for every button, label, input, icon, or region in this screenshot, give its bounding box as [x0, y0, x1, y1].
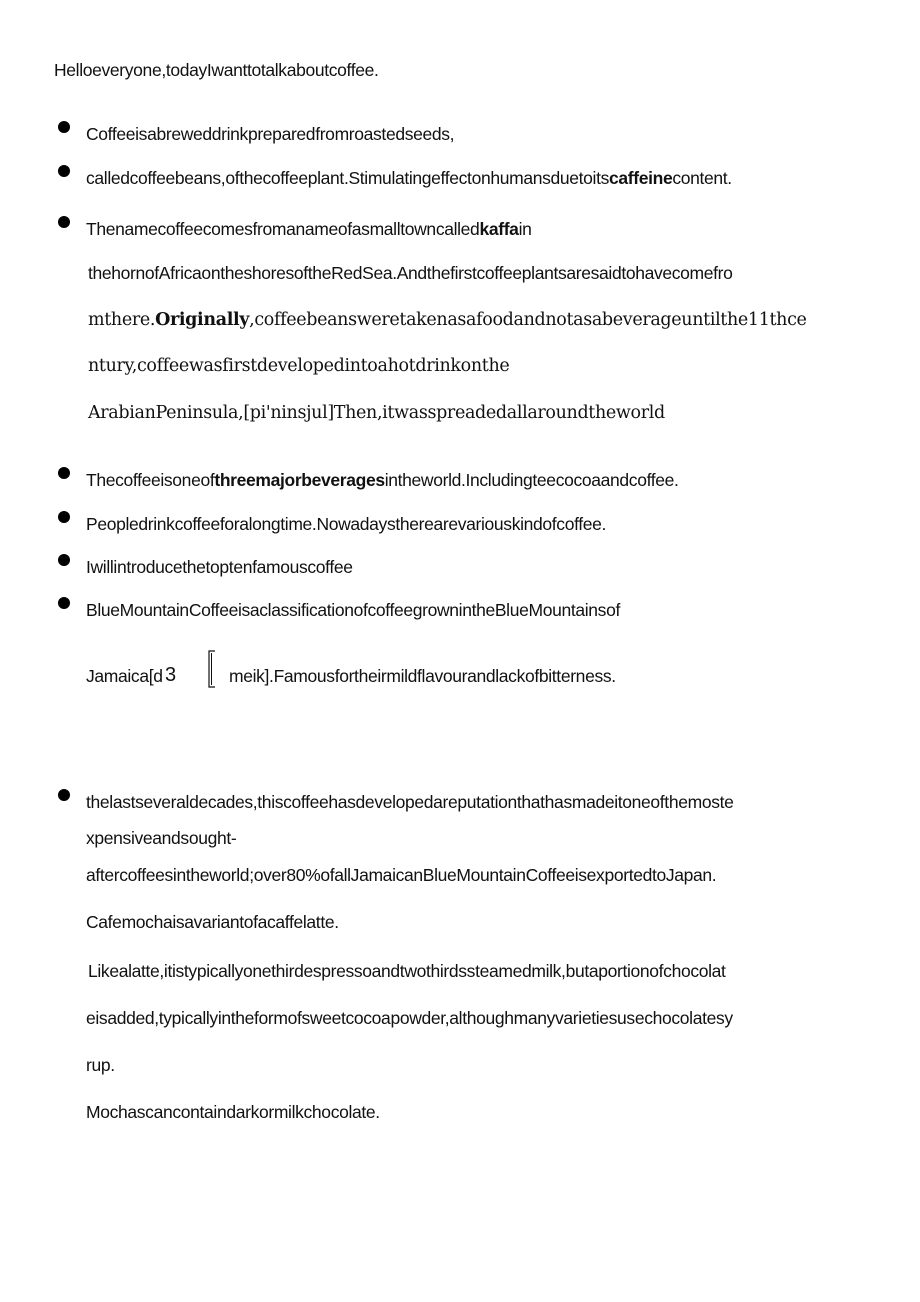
bullet-text-3-line-3: mthere.Originally,coffeebeansweretakenasafoodandnotasabeverageuntilthe11thce [88, 310, 807, 330]
bullet-icon [58, 511, 70, 523]
ipa-bracket-glyph [208, 650, 216, 688]
mocha-paragraph-line-2: Likealatte,itistypicallyonethirdespressoandtwothirdssteamedmilk,butaportionofchocolat [88, 961, 726, 981]
bullet-text-4: Thecoffeeisoneofthreemajorbeveragesintheworld.Includingteecocoaandcoffee. [86, 470, 679, 490]
bullet-text-3-line-4: ntury,coffeewasfirstdevelopedintoahotdrinkonthe [88, 356, 510, 376]
bold-originally: Originally [155, 310, 250, 330]
bullet-text-3-line-5: ArabianPeninsula,[pi'ninsjul]Then,itwasspreadedallaroundtheworld [88, 403, 665, 423]
bold-three-major-beverages: threemajorbeverages [214, 470, 385, 490]
bullet-text-3-line-1: Thenamecoffeecomesfromanameofasmalltowncalledkaffain [86, 219, 532, 239]
bullet-icon [58, 597, 70, 609]
bullet-icon [58, 789, 70, 801]
bullet-icon [58, 121, 70, 133]
bullet-text-1: Coffeeisabreweddrinkpreparedfromroastedseeds, [86, 124, 455, 144]
bullet-icon [58, 467, 70, 479]
bullet-text-3-line-2: thehornofAfricaontheshoresoftheRedSea.Andthefirstcoffeeplantsaresaidtohavecomefro [88, 263, 733, 283]
bullet-text-8-line-2: xpensiveandsought- [86, 828, 237, 848]
bullet-icon [58, 165, 70, 177]
bullet-text-5: Peopledrinkcoffeeforalongtime.Nowadaystherearevariouskindofcoffee. [86, 514, 607, 534]
bullet-text-8-line-3: aftercoffeesintheworld;over80%ofallJamaicanBlueMountainCoffeeisexportedtoJapan. [86, 865, 717, 885]
bullet-text-7-line-2b: 3 [165, 664, 176, 686]
bold-kaffa: kaffa [479, 219, 519, 239]
mocha-paragraph-line-5: Mochascancontaindarkormilkchocolate. [86, 1102, 380, 1122]
bullet-icon [58, 554, 70, 566]
mocha-paragraph-line-1: Cafemochaisavariantofacaffelatte. [86, 912, 339, 932]
bullet-text-7-line-1: BlueMountainCoffeeisaclassificationofcoffeegrownintheBlueMountainsof [86, 600, 620, 620]
bullet-text-2: calledcoffeebeans,ofthecoffeeplant.Stimulatingeffectonhumansduetoitscaffeinecontent. [86, 168, 732, 188]
intro-line: Helloeveryone,todayIwanttotalkaboutcoffee. [54, 60, 379, 80]
bullet-text-7-line-2a: Jamaica[d [86, 666, 163, 686]
bullet-text-8-line-1: thelastseveraldecades,thiscoffeehasdevelopedareputationthathasmadeitoneofthemoste [86, 792, 734, 812]
mocha-paragraph-line-4: rup. [86, 1055, 115, 1075]
bold-caffeine: caffeine [608, 168, 673, 188]
mocha-paragraph-line-3: eisadded,typicallyintheformofsweetcocoapowder,althoughmanyvarietiesusechocolatesy [86, 1008, 733, 1028]
bullet-text-6: Iwillintroducethetoptenfamouscoffee [86, 557, 353, 577]
bullet-text-7-line-2c: meik].Famousfortheirmildflavourandlackofbitterness. [229, 666, 616, 686]
bullet-icon [58, 216, 70, 228]
